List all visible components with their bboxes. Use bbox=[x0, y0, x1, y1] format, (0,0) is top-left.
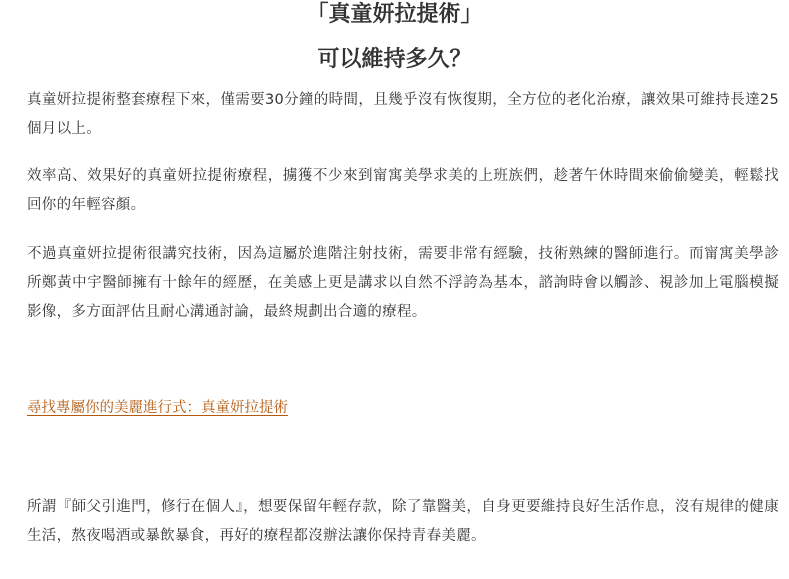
paragraph-doctor-experience: 不過真童妍拉提術很講究技術，因為這屬於進階注射技術，需要非常有經驗，技術熟練的醫師進行。而甯寓美學診所鄭黃中宇醫師擁有十餘年的經歷，在美感上更是講求以自然不浮誇為基本，諮詢時會以觸診、視診加上電腦模擬影像，多方面評估且耐心溝通討論，最終規劃出合適的療程。 bbox=[27, 246, 779, 320]
paragraph-healthy-lifestyle: 所謂『師父引進門，修行在個人』，想要保留年輕存款，除了靠醫美，自身更要維持良好生活作息，沒有規律的健康生活，熬夜喝酒或暴飲暴食，再好的療程都沒辦法讓你保持青春美麗。 bbox=[27, 499, 779, 544]
treatment-link[interactable]: 尋找專屬你的美麗進行式：真童妍拉提術 bbox=[27, 400, 288, 416]
paragraph-treatment-duration: 真童妍拉提術整套療程下來，僅需要30分鐘的時間，且幾乎沒有恢復期，全方位的老化治療，讓效果可維持長達25個月以上。 bbox=[27, 92, 779, 137]
article-heading-line-2: 可以維持多久？ bbox=[317, 47, 472, 72]
article-heading-line-1: 「真童妍拉提術」 bbox=[306, 2, 483, 27]
paragraph-office-workers: 效率高、效果好的真童妍拉提術療程，擄獲不少來到甯寓美學求美的上班族們，趁著午休時間來偷偷變美，輕鬆找回你的年輕容顏。 bbox=[27, 168, 779, 213]
link-paragraph bbox=[27, 394, 288, 423]
